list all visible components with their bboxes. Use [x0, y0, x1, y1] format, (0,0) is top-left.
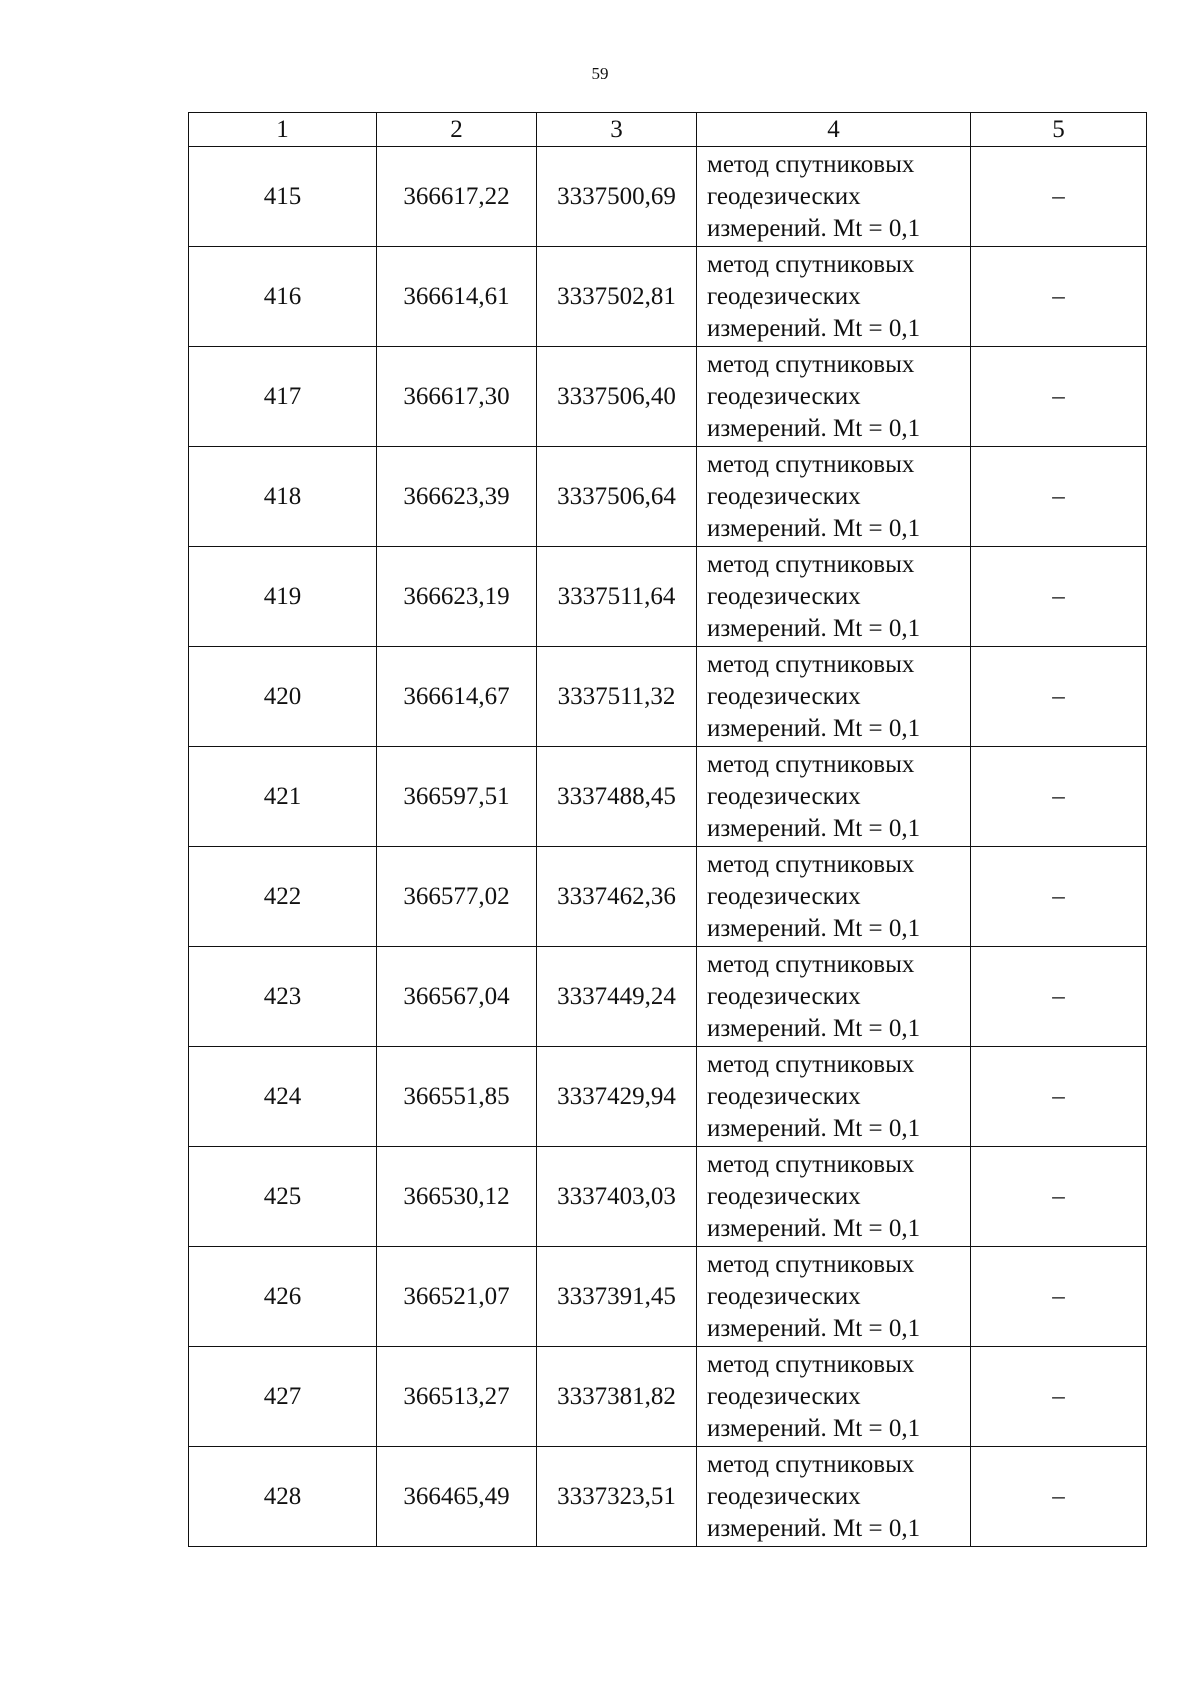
- method-cell: метод спутниковых геодезических измерений. Mt = 0,1: [697, 447, 971, 547]
- x-coordinate-cell: 366567,04: [377, 947, 537, 1047]
- method-cell: метод спутниковых геодезических измерений. Mt = 0,1: [697, 147, 971, 247]
- point-number-cell: 424: [189, 1047, 377, 1147]
- point-number-cell: 426: [189, 1247, 377, 1347]
- x-coordinate-cell: 366551,85: [377, 1047, 537, 1147]
- point-number-cell: 419: [189, 547, 377, 647]
- method-cell: метод спутниковых геодезических измерений. Mt = 0,1: [697, 847, 971, 947]
- header-cell-5: 5: [971, 113, 1147, 147]
- method-cell: метод спутниковых геодезических измерений. Mt = 0,1: [697, 747, 971, 847]
- y-coordinate-cell: 3337500,69: [537, 147, 697, 247]
- y-coordinate-cell: 3337511,32: [537, 647, 697, 747]
- method-cell: метод спутниковых геодезических измерений. Mt = 0,1: [697, 947, 971, 1047]
- point-number-cell: 422: [189, 847, 377, 947]
- table-row: [189, 447, 1147, 547]
- x-coordinate-cell: 366465,49: [377, 1447, 537, 1547]
- header-row: [189, 113, 1147, 147]
- table-row: [189, 347, 1147, 447]
- y-coordinate-cell: 3337511,64: [537, 547, 697, 647]
- x-coordinate-cell: 366521,07: [377, 1247, 537, 1347]
- note-cell: –: [971, 547, 1147, 647]
- table-row: [189, 847, 1147, 947]
- note-cell: –: [971, 1047, 1147, 1147]
- point-number-cell: 416: [189, 247, 377, 347]
- note-cell: –: [971, 1347, 1147, 1447]
- coordinates-table: [188, 112, 1147, 1547]
- table-row: [189, 547, 1147, 647]
- x-coordinate-cell: 366617,30: [377, 347, 537, 447]
- note-cell: –: [971, 447, 1147, 547]
- table-row: [189, 1247, 1147, 1347]
- x-coordinate-cell: 366614,61: [377, 247, 537, 347]
- y-coordinate-cell: 3337462,36: [537, 847, 697, 947]
- point-number-cell: 427: [189, 1347, 377, 1447]
- header-cell-3: 3: [537, 113, 697, 147]
- method-cell: метод спутниковых геодезических измерений. Mt = 0,1: [697, 1147, 971, 1247]
- header-cell-1: 1: [189, 113, 377, 147]
- table-row: [189, 647, 1147, 747]
- note-cell: –: [971, 1247, 1147, 1347]
- y-coordinate-cell: 3337506,64: [537, 447, 697, 547]
- x-coordinate-cell: 366623,19: [377, 547, 537, 647]
- x-coordinate-cell: 366597,51: [377, 747, 537, 847]
- note-cell: –: [971, 1447, 1147, 1547]
- y-coordinate-cell: 3337502,81: [537, 247, 697, 347]
- x-coordinate-cell: 366623,39: [377, 447, 537, 547]
- table-row: [189, 147, 1147, 247]
- table-row: [189, 947, 1147, 1047]
- note-cell: –: [971, 1147, 1147, 1247]
- note-cell: –: [971, 247, 1147, 347]
- point-number-cell: 420: [189, 647, 377, 747]
- x-coordinate-cell: 366617,22: [377, 147, 537, 247]
- point-number-cell: 421: [189, 747, 377, 847]
- note-cell: –: [971, 647, 1147, 747]
- table-row: [189, 747, 1147, 847]
- y-coordinate-cell: 3337488,45: [537, 747, 697, 847]
- header-cell-2: 2: [377, 113, 537, 147]
- table-row: [189, 1147, 1147, 1247]
- y-coordinate-cell: 3337506,40: [537, 347, 697, 447]
- note-cell: –: [971, 747, 1147, 847]
- x-coordinate-cell: 366513,27: [377, 1347, 537, 1447]
- method-cell: метод спутниковых геодезических измерений. Mt = 0,1: [697, 1247, 971, 1347]
- point-number-cell: 423: [189, 947, 377, 1047]
- method-cell: метод спутниковых геодезических измерений. Mt = 0,1: [697, 1347, 971, 1447]
- method-cell: метод спутниковых геодезических измерений. Mt = 0,1: [697, 1047, 971, 1147]
- note-cell: –: [971, 147, 1147, 247]
- table-body: [189, 147, 1147, 1547]
- y-coordinate-cell: 3337381,82: [537, 1347, 697, 1447]
- table-row: [189, 247, 1147, 347]
- header-cell-4: 4: [697, 113, 971, 147]
- y-coordinate-cell: 3337429,94: [537, 1047, 697, 1147]
- y-coordinate-cell: 3337323,51: [537, 1447, 697, 1547]
- method-cell: метод спутниковых геодезических измерений. Mt = 0,1: [697, 1447, 971, 1547]
- x-coordinate-cell: 366530,12: [377, 1147, 537, 1247]
- table-row: [189, 1047, 1147, 1147]
- note-cell: –: [971, 847, 1147, 947]
- x-coordinate-cell: 366577,02: [377, 847, 537, 947]
- table-row: [189, 1347, 1147, 1447]
- method-cell: метод спутниковых геодезических измерений. Mt = 0,1: [697, 247, 971, 347]
- point-number-cell: 415: [189, 147, 377, 247]
- method-cell: метод спутниковых геодезических измерений. Mt = 0,1: [697, 647, 971, 747]
- page-number: 59: [591, 64, 609, 83]
- note-cell: –: [971, 347, 1147, 447]
- point-number-cell: 418: [189, 447, 377, 547]
- point-number-cell: 428: [189, 1447, 377, 1547]
- table-row: [189, 1447, 1147, 1547]
- x-coordinate-cell: 366614,67: [377, 647, 537, 747]
- y-coordinate-cell: 3337391,45: [537, 1247, 697, 1347]
- point-number-cell: 425: [189, 1147, 377, 1247]
- y-coordinate-cell: 3337403,03: [537, 1147, 697, 1247]
- point-number-cell: 417: [189, 347, 377, 447]
- note-cell: –: [971, 947, 1147, 1047]
- method-cell: метод спутниковых геодезических измерений. Mt = 0,1: [697, 547, 971, 647]
- method-cell: метод спутниковых геодезических измерений. Mt = 0,1: [697, 347, 971, 447]
- y-coordinate-cell: 3337449,24: [537, 947, 697, 1047]
